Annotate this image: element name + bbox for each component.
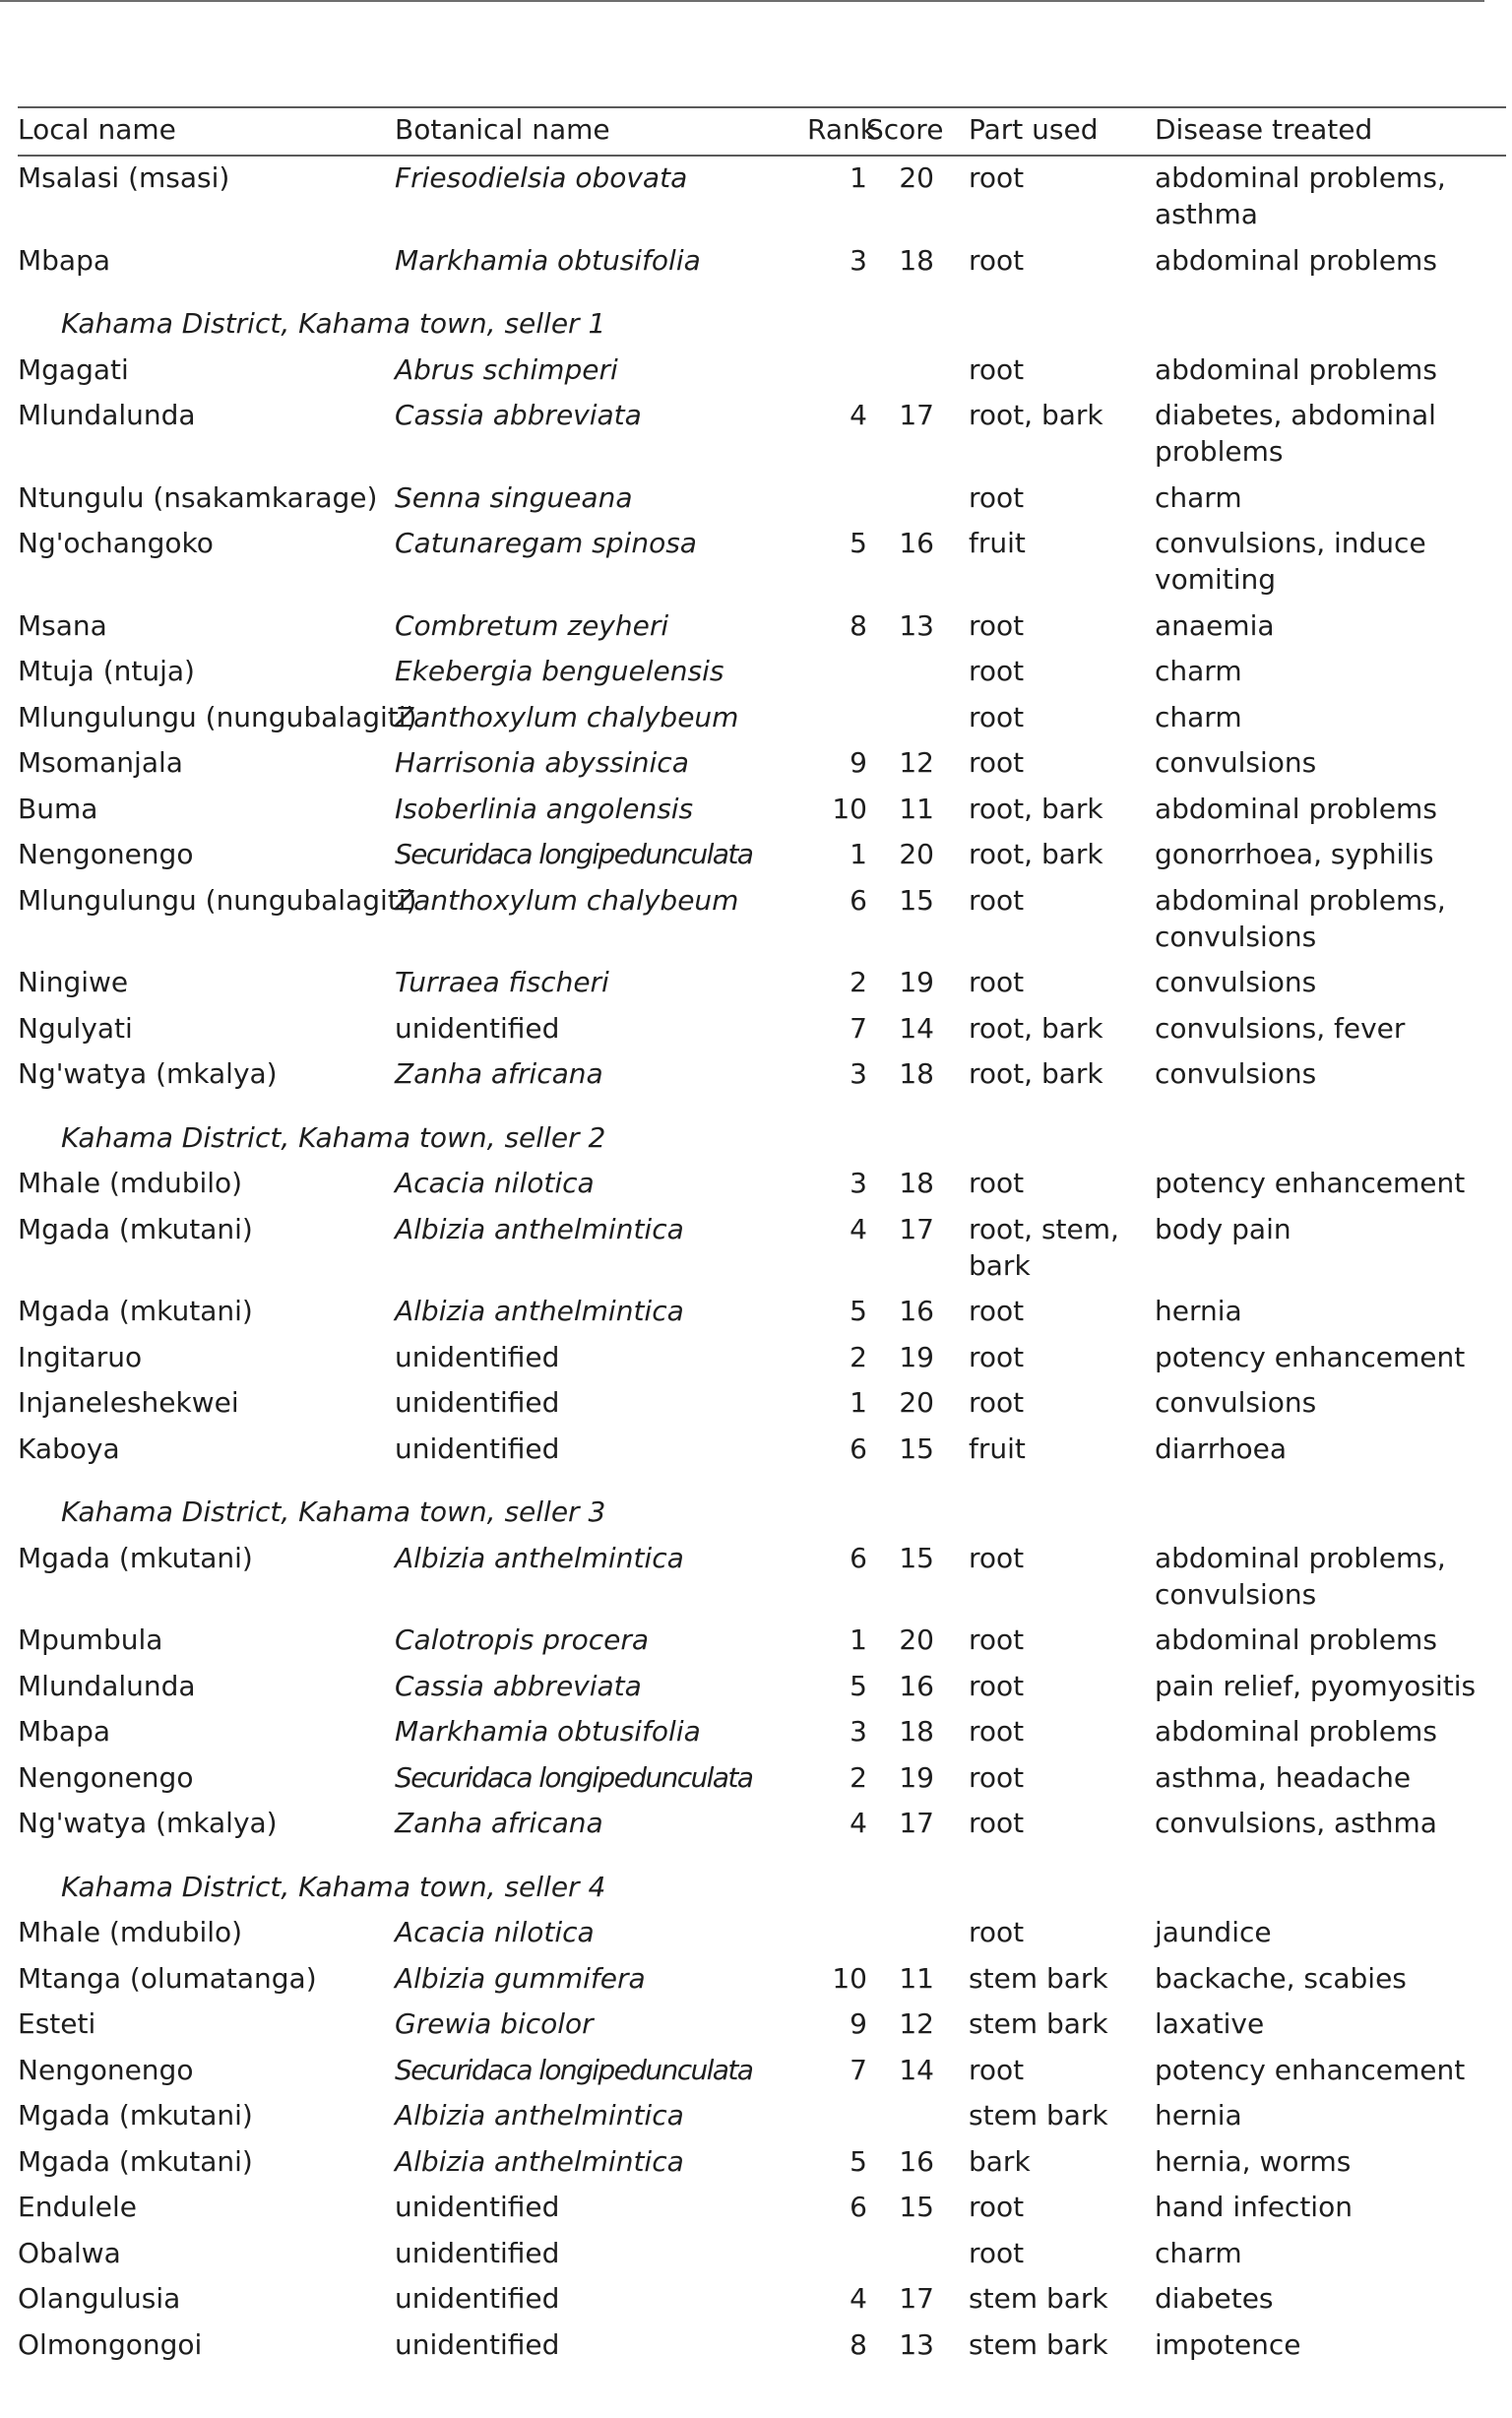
disease-treated-cell: jaundice [1155,1916,1272,1948]
disease-treated-cell: body pain [1155,1212,1292,1245]
local-name-cell: Mgada (mkutani) [18,1541,253,1574]
table-row [18,349,1506,395]
part-used-cell: root [969,883,1025,917]
rank-cell: 6 [850,883,867,917]
score-cell: 17 [899,2282,934,2315]
table-row [18,2049,1506,2095]
rank-cell: 1 [850,1623,867,1656]
disease-treated-cell: backache, scabies [1155,1961,1407,1995]
botanical-name-cell: Senna singueana [395,480,633,514]
score-cell: 18 [899,1057,934,1090]
disease-treated-cell: abdominal problems, asthma [1155,161,1446,230]
table-row [18,604,1506,651]
part-used-cell: root, bark [969,1057,1103,1090]
local-name-cell: Mgada (mkutani) [18,1212,253,1245]
rank-cell: 5 [850,1295,867,1327]
section-title: Kahama District, Kahama town, seller 3 [61,1495,606,1528]
medicinal-plants-table [18,106,1506,2369]
botanical-name-cell: Harrisonia abyssinica [395,746,689,779]
rank-cell: 7 [850,1011,867,1045]
local-name-cell: Olangulusia [18,2282,181,2315]
section-heading [18,1116,1506,1163]
score-cell: 17 [899,399,934,431]
local-name-cell: Msomanjala [18,746,183,779]
score-cell: 16 [899,1669,934,1702]
botanical-name-cell: Isoberlinia angolensis [395,792,694,825]
rank-cell: 2 [850,1760,867,1794]
table-row [18,696,1506,742]
table-row [18,1665,1506,1711]
disease-treated-cell: hernia [1155,1295,1242,1327]
local-name-cell: Mbapa [18,243,111,277]
botanical-name-cell: Acacia nilotica [395,1916,595,1948]
table-row [18,2186,1506,2232]
local-name-cell: Olmongongoi [18,2327,203,2361]
disease-treated-cell: hand infection [1155,2191,1353,2223]
part-used-cell: root, bark [969,399,1103,431]
local-name-cell: Injaneleshekwei [18,1386,239,1419]
botanical-name-cell: Zanha africana [395,1807,603,1839]
botanical-name-cell: Markhamia obtusifolia [395,243,701,277]
disease-treated-cell: convulsions, induce vomiting [1155,527,1426,596]
score-cell: 20 [899,838,934,870]
botanical-name-cell: Zanthoxylum chalybeum [395,700,739,733]
rank-cell: 3 [850,1057,867,1090]
local-name-cell: Nengonengo [18,1760,194,1794]
score-cell: 18 [899,1715,934,1748]
rank-cell: 3 [850,1167,867,1199]
disease-treated-cell: impotence [1155,2327,1301,2361]
local-name-cell: Ntungulu (nsakamkarage) [18,480,378,514]
disease-treated-cell: hernia, worms [1155,2144,1352,2178]
score-cell: 20 [899,161,934,194]
disease-treated-cell: charm [1155,655,1242,687]
local-name-cell: Nengonengo [18,838,194,870]
score-cell: 15 [899,1432,934,1465]
part-used-cell: root [969,2191,1025,2223]
part-used-cell: root, bark [969,792,1103,825]
botanical-name-cell: unidentified [395,1340,560,1373]
botanical-name-cell: Combretum zeyheri [395,608,669,642]
disease-treated-cell: convulsions [1155,966,1317,998]
local-name-cell: Mgada (mkutani) [18,2144,253,2178]
local-name-cell: Mgada (mkutani) [18,2099,253,2132]
score-cell: 11 [899,1961,934,1995]
rank-cell: 7 [850,2053,867,2086]
table-row [18,2323,1506,2370]
score-cell: 18 [899,243,934,277]
table-body [18,157,1506,2369]
part-used-cell: root [969,1386,1025,1419]
score-cell: 19 [899,1760,934,1794]
part-used-cell: root [969,1916,1025,1948]
part-used-cell: root [969,608,1025,642]
table-row [18,1756,1506,1803]
botanical-name-cell: Cassia abbreviata [395,399,642,431]
table-row [18,2003,1506,2049]
disease-treated-cell: potency enhancement [1155,2053,1466,2086]
score-cell: 13 [899,608,934,642]
header-rank: Rank [807,113,876,146]
disease-treated-cell: convulsions, fever [1155,1011,1406,1045]
rank-cell: 2 [850,966,867,998]
table-row [18,788,1506,834]
rank-cell: 1 [850,161,867,194]
score-cell: 16 [899,2144,934,2178]
local-name-cell: Mgagati [18,352,129,386]
part-used-cell: root [969,352,1025,386]
botanical-name-cell: Calotropis procera [395,1623,649,1656]
disease-treated-cell: abdominal problems [1155,1715,1437,1748]
part-used-cell: root [969,746,1025,779]
disease-treated-cell: abdominal problems [1155,1623,1437,1656]
disease-treated-cell: diabetes [1155,2282,1274,2315]
score-cell: 18 [899,1167,934,1199]
header-local-name: Local name [18,113,176,146]
score-cell: 11 [899,792,934,825]
part-used-cell: fruit [969,527,1026,559]
score-cell: 13 [899,2327,934,2361]
part-used-cell: root [969,1167,1025,1199]
disease-treated-cell: abdominal problems, convulsions [1155,883,1446,953]
section-heading [18,302,1506,349]
disease-treated-cell: laxative [1155,2007,1265,2040]
rank-cell: 9 [850,2007,867,2040]
disease-treated-cell: hernia [1155,2099,1242,2132]
score-cell: 15 [899,883,934,917]
table-row [18,1619,1506,1665]
botanical-name-cell: Catunaregam spinosa [395,527,697,559]
part-used-cell: root [969,1623,1025,1656]
botanical-name-cell: unidentified [395,1011,560,1045]
rank-cell: 6 [850,2191,867,2223]
table-row [18,1007,1506,1053]
local-name-cell: Mgada (mkutani) [18,1295,253,1327]
botanical-name-cell: Zanthoxylum chalybeum [395,883,739,917]
score-cell: 20 [899,1623,934,1656]
section-title: Kahama District, Kahama town, seller 4 [61,1870,606,1903]
table-row [18,1802,1506,1848]
table-row [18,2140,1506,2187]
part-used-cell: stem bark [969,2007,1108,2040]
botanical-name-cell: Securidaca longipedunculata [395,1760,753,1794]
score-cell: 12 [899,2007,934,2040]
rank-cell: 5 [850,2144,867,2178]
disease-treated-cell: convulsions [1155,746,1317,779]
botanical-name-cell: Ekebergia benguelensis [395,655,724,687]
table-row [18,1162,1506,1208]
local-name-cell: Mtuja (ntuja) [18,655,195,687]
local-name-cell: Ng'watya (mkalya) [18,1807,278,1839]
local-name-cell: Mlungulungu (nungubalagiti) [18,700,417,733]
table-row [18,1537,1506,1620]
local-name-cell: Nengonengo [18,2053,194,2086]
score-cell: 12 [899,746,934,779]
section-heading [18,1491,1506,1537]
score-cell: 15 [899,1541,934,1574]
local-name-cell: Obalwa [18,2236,121,2269]
disease-treated-cell: convulsions, asthma [1155,1807,1437,1839]
table-row [18,394,1506,477]
table-row [18,2094,1506,2140]
table-row [18,477,1506,523]
table-row [18,1290,1506,1336]
rank-cell: 5 [850,527,867,559]
disease-treated-cell: potency enhancement [1155,1340,1466,1373]
botanical-name-cell: Cassia abbreviata [395,1669,642,1702]
part-used-cell: root [969,1715,1025,1748]
part-used-cell: root [969,161,1025,194]
table-row [18,650,1506,696]
botanical-name-cell: Turraea fischeri [395,966,609,998]
table-row [18,961,1506,1007]
disease-treated-cell: charm [1155,480,1242,514]
rank-cell: 6 [850,1432,867,1465]
local-name-cell: Msana [18,608,107,642]
header-disease-treated: Disease treated [1155,113,1373,146]
header-botanical-name: Botanical name [395,113,610,146]
botanical-name-cell: unidentified [395,2236,560,2269]
rank-cell: 3 [850,243,867,277]
section-title: Kahama District, Kahama town, seller 2 [61,1120,606,1154]
table-row [18,879,1506,962]
score-cell: 14 [899,2053,934,2086]
rank-cell: 8 [850,608,867,642]
botanical-name-cell: unidentified [395,2282,560,2315]
part-used-cell: stem bark [969,2282,1108,2315]
rank-cell: 2 [850,1340,867,1373]
local-name-cell: Mpumbula [18,1623,163,1656]
disease-treated-cell: potency enhancement [1155,1167,1466,1199]
rank-cell: 1 [850,1386,867,1419]
disease-treated-cell: charm [1155,2236,1242,2269]
disease-treated-cell: abdominal problems, convulsions [1155,1541,1446,1611]
local-name-cell: Ingitaruo [18,1340,143,1373]
part-used-cell: root [969,655,1025,687]
botanical-name-cell: Albizia anthelmintica [395,1541,684,1574]
disease-treated-cell: abdominal problems [1155,792,1437,825]
part-used-cell: root [969,480,1025,514]
table-row [18,1428,1506,1474]
score-cell: 20 [899,1386,934,1419]
part-used-cell: fruit [969,1432,1026,1465]
table-row [18,1052,1506,1099]
part-used-cell: root [969,1340,1025,1373]
part-used-cell: root, bark [969,1011,1103,1045]
botanical-name-cell: Albizia anthelmintica [395,2099,684,2132]
local-name-cell: Mbapa [18,1715,111,1748]
part-used-cell: root, bark [969,838,1103,870]
botanical-name-cell: Markhamia obtusifolia [395,1715,701,1748]
disease-treated-cell: convulsions [1155,1057,1317,1090]
rank-cell: 1 [850,838,867,870]
botanical-name-cell: Zanha africana [395,1057,603,1090]
table-row [18,157,1506,239]
botanical-name-cell: Friesodielsia obovata [395,161,688,194]
local-name-cell: Esteti [18,2007,96,2040]
table-row [18,1381,1506,1428]
section-heading [18,1866,1506,1912]
rank-cell: 6 [850,1541,867,1574]
disease-treated-cell: abdominal problems [1155,243,1437,277]
part-used-cell: bark [969,2144,1031,2178]
table-row [18,1336,1506,1382]
rank-cell: 9 [850,746,867,779]
local-name-cell: Msalasi (msasi) [18,161,230,194]
score-cell: 19 [899,1340,934,1373]
disease-treated-cell: diarrhoea [1155,1432,1288,1465]
table-header-row [18,108,1506,155]
local-name-cell: Ng'ochangoko [18,527,214,559]
botanical-name-cell: Securidaca longipedunculata [395,838,753,870]
local-name-cell: Mlungulungu (nungubalagiti) [18,883,417,917]
rank-cell: 10 [832,792,867,825]
rank-cell: 4 [850,399,867,431]
table-row [18,1710,1506,1756]
disease-treated-cell: gonorrhoea, syphilis [1155,838,1434,870]
header-part-used: Part used [969,113,1099,146]
table-row [18,1957,1506,2004]
disease-treated-cell: charm [1155,700,1242,733]
local-name-cell: Mlundalunda [18,399,196,431]
part-used-cell: root [969,966,1025,998]
botanical-name-cell: unidentified [395,2327,560,2361]
botanical-name-cell: Albizia anthelmintica [395,1212,684,1245]
section-title: Kahama District, Kahama town, seller 1 [61,307,606,340]
rank-cell: 4 [850,1807,867,1839]
header-score: Score [866,113,944,146]
rank-cell: 8 [850,2327,867,2361]
table-row [18,1208,1506,1291]
table-row [18,522,1506,604]
score-cell: 14 [899,1011,934,1045]
score-cell: 16 [899,1295,934,1327]
table-row [18,2277,1506,2323]
botanical-name-cell: unidentified [395,2191,560,2223]
local-name-cell: Ng'watya (mkalya) [18,1057,278,1090]
botanical-name-cell: Acacia nilotica [395,1167,595,1199]
part-used-cell: stem bark [969,1961,1108,1995]
score-cell: 17 [899,1212,934,1245]
part-used-cell: root [969,1807,1025,1839]
local-name-cell: Buma [18,792,98,825]
local-name-cell: Mlundalunda [18,1669,196,1702]
score-cell: 15 [899,2191,934,2223]
local-name-cell: Kaboya [18,1432,120,1465]
disease-treated-cell: asthma, headache [1155,1760,1412,1794]
botanical-name-cell: Grewia bicolor [395,2007,594,2040]
part-used-cell: root [969,700,1025,733]
botanical-name-cell: Albizia gummifera [395,1961,646,1995]
table-row [18,741,1506,788]
score-cell: 17 [899,1807,934,1839]
botanical-name-cell: unidentified [395,1386,560,1419]
botanical-name-cell: unidentified [395,1432,560,1465]
disease-treated-cell: diabetes, abdominal problems [1155,399,1436,468]
part-used-cell: stem bark [969,2099,1108,2132]
part-used-cell: root, stem, bark [969,1212,1119,1282]
disease-treated-cell: anaemia [1155,608,1275,642]
local-name-cell: Mtanga (olumatanga) [18,1961,317,1995]
score-cell: 16 [899,527,934,559]
part-used-cell: root [969,2236,1025,2269]
rank-cell: 3 [850,1715,867,1748]
table-row [18,2232,1506,2278]
local-name-cell: Endulele [18,2191,137,2223]
local-name-cell: Mhale (mdubilo) [18,1916,243,1948]
botanical-name-cell: Abrus schimperi [395,352,618,386]
rank-cell: 4 [850,2282,867,2315]
table-row [18,239,1506,286]
rank-cell: 4 [850,1212,867,1245]
table-row [18,1911,1506,1957]
rank-cell: 5 [850,1669,867,1702]
botanical-name-cell: Albizia anthelmintica [395,2144,684,2178]
part-used-cell: root [969,1760,1025,1794]
local-name-cell: Mhale (mdubilo) [18,1167,243,1199]
rank-cell: 10 [832,1961,867,1995]
botanical-name-cell: Securidaca longipedunculata [395,2053,753,2086]
botanical-name-cell: Albizia anthelmintica [395,1295,684,1327]
disease-treated-cell: abdominal problems [1155,352,1437,386]
part-used-cell: root [969,2053,1025,2086]
top-page-rule [0,0,1484,2]
table-row [18,833,1506,879]
local-name-cell: Ningiwe [18,966,129,998]
disease-treated-cell: convulsions [1155,1386,1317,1419]
part-used-cell: root [969,243,1025,277]
score-cell: 19 [899,966,934,998]
local-name-cell: Ngulyati [18,1011,133,1045]
part-used-cell: root [969,1541,1025,1574]
part-used-cell: root [969,1669,1025,1702]
part-used-cell: root [969,1295,1025,1327]
part-used-cell: stem bark [969,2327,1108,2361]
disease-treated-cell: pain relief, pyomyositis [1155,1669,1477,1702]
